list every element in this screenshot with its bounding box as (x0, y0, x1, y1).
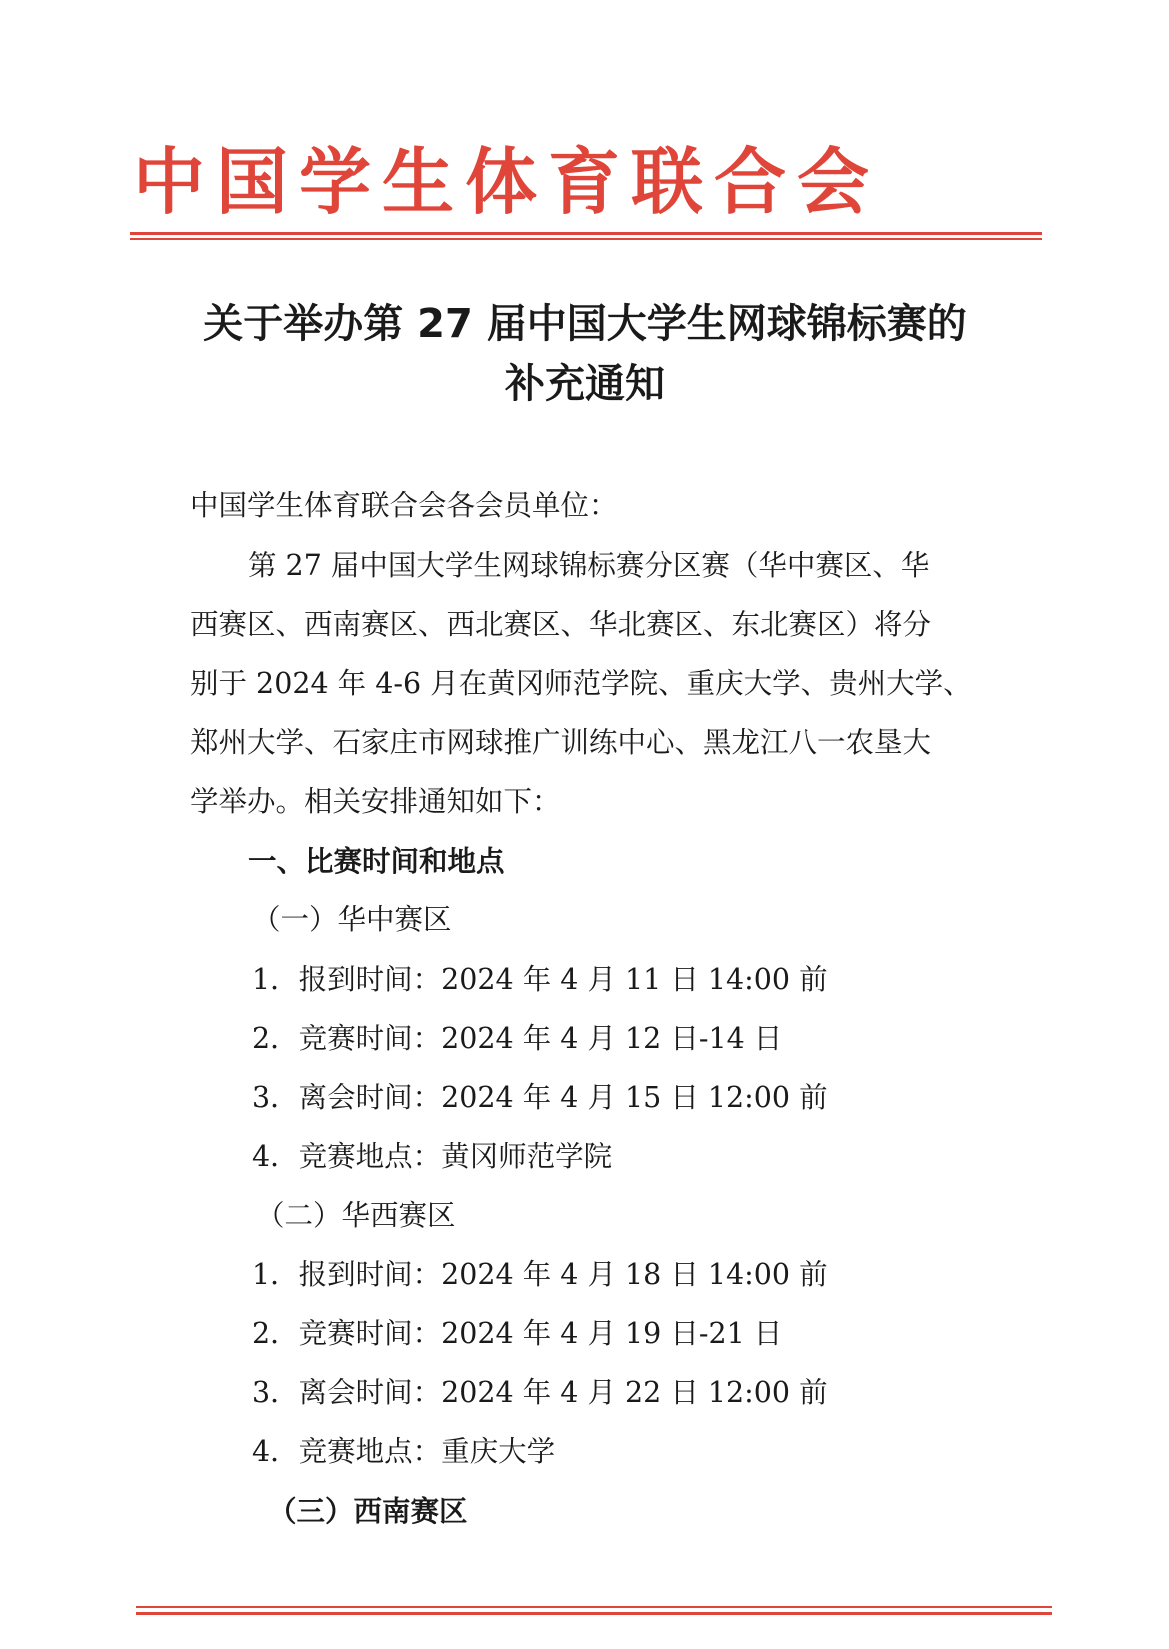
schedule-item: 4．竞赛地点：重庆大学 (252, 1435, 556, 1468)
letterhead-rule-thick (130, 232, 1042, 235)
schedule-item: 1．报到时间：2024 年 4 月 11 日 14:00 前 (252, 963, 828, 996)
intro-line: 学举办。相关安排通知如下： (190, 785, 561, 818)
notice-title-line-1: 关于举办第 27 届中国大学生网球锦标赛的 (203, 301, 967, 347)
region-label: （三）西南赛区 (268, 1495, 468, 1528)
schedule-item: 2．竞赛时间：2024 年 4 月 12 日-14 日 (252, 1022, 783, 1055)
region-label: （一）华中赛区 (252, 903, 452, 936)
footer-rule-thin (136, 1606, 1052, 1608)
intro-line: 别于 2024 年 4-6 月在黄冈师范学院、重庆大学、贵州大学、 (190, 667, 972, 700)
schedule-item: 2．竞赛时间：2024 年 4 月 19 日-21 日 (252, 1317, 783, 1350)
intro-line: 郑州大学、石家庄市网球推广训练中心、黑龙江八一农垦大 (190, 726, 932, 759)
schedule-item: 3．离会时间：2024 年 4 月 22 日 12:00 前 (252, 1376, 828, 1409)
section-heading: 一、比赛时间和地点 (248, 845, 505, 878)
footer-rule-thick (136, 1612, 1052, 1615)
letterhead-rule-thin (130, 238, 1042, 240)
salutation: 中国学生体育联合会各会员单位： (190, 489, 618, 522)
schedule-item: 3．离会时间：2024 年 4 月 15 日 12:00 前 (252, 1081, 828, 1114)
notice-title (140, 294, 1030, 414)
schedule-item: 1．报到时间：2024 年 4 月 18 日 14:00 前 (252, 1258, 828, 1291)
letterhead-organization: 中国学生体育联合会 (133, 140, 881, 224)
region-label: （二）华西赛区 (256, 1199, 456, 1232)
intro-line: 第 27 届中国大学生网球锦标赛分区赛（华中赛区、华 (248, 549, 930, 582)
notice-title-line-2: 补充通知 (505, 361, 665, 407)
intro-line: 西赛区、西南赛区、西北赛区、华北赛区、东北赛区）将分 (190, 608, 932, 641)
schedule-item: 4．竞赛地点：黄冈师范学院 (252, 1140, 613, 1173)
